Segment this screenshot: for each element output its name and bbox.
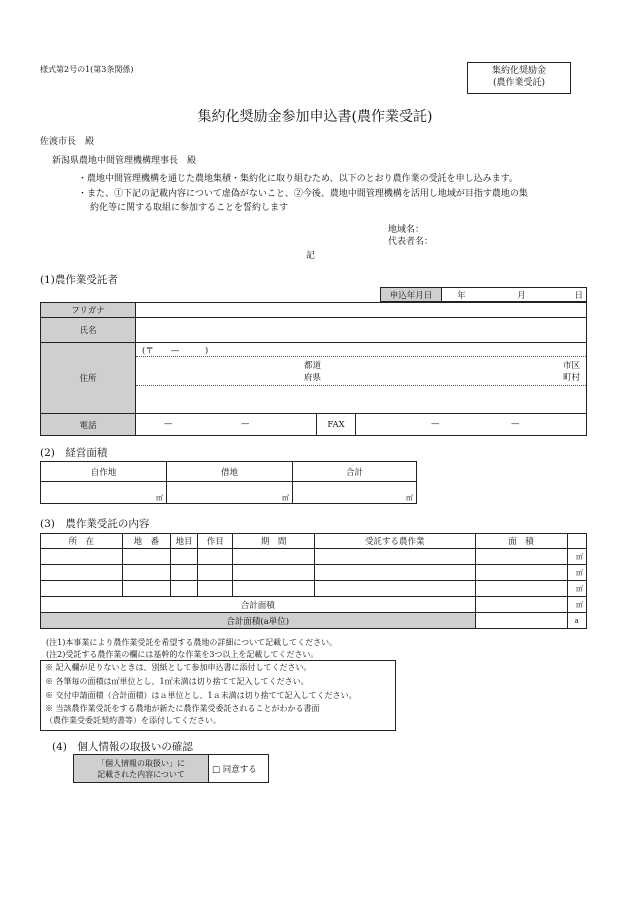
area-name-label: 地域名： bbox=[388, 225, 425, 235]
total-area-a-label: 合計面積(a単位) bbox=[41, 613, 476, 629]
area-cell[interactable] bbox=[475, 581, 567, 597]
fax-label: FAX bbox=[317, 414, 356, 436]
city-label-1: 市区 bbox=[562, 361, 580, 371]
addressee-mayor: 佐渡市長 殿 bbox=[40, 137, 95, 147]
area-cell[interactable] bbox=[475, 549, 567, 565]
fax-dash-2: — bbox=[511, 419, 520, 429]
privacy-table bbox=[73, 754, 269, 783]
phone-dash-1: — bbox=[164, 419, 173, 429]
total-area-unit: ㎡ bbox=[567, 597, 586, 613]
agree-cell[interactable] bbox=[209, 755, 269, 783]
total-area-a-unit: a bbox=[567, 613, 586, 629]
own-land-unit: ㎡ bbox=[156, 494, 163, 502]
form-number: 様式第2号の1(第3条関係) bbox=[40, 65, 134, 74]
lot-cell[interactable] bbox=[122, 565, 170, 581]
total-land-unit: ㎡ bbox=[406, 494, 413, 502]
landcat-cell[interactable] bbox=[170, 565, 198, 581]
address-field[interactable] bbox=[136, 343, 587, 414]
area-header: 面 積 bbox=[475, 534, 567, 549]
privacy-label-line1: 「個人情報の取扱い」に bbox=[97, 758, 185, 768]
fax-field[interactable] bbox=[356, 414, 587, 436]
lot-cell[interactable] bbox=[122, 549, 170, 565]
landcat-cell[interactable] bbox=[170, 549, 198, 565]
table-row bbox=[41, 549, 587, 565]
note-k2: ※ 各筆毎の面積は㎡単位とし、1㎡未満は切り捨てて記入してください。 bbox=[45, 677, 309, 686]
category-box bbox=[467, 62, 571, 94]
category-line2: (農作業受託) bbox=[492, 78, 546, 88]
applicant-table bbox=[40, 302, 587, 436]
total-land-field[interactable] bbox=[293, 482, 417, 504]
privacy-label-line2: 記載された内容について bbox=[97, 769, 185, 779]
date-day: 日 bbox=[529, 288, 587, 302]
note-k4: ※ 当該農作業受託をする農地が新たに農作業受委託されることがわかる書面 bbox=[45, 704, 320, 713]
location-cell[interactable] bbox=[41, 549, 123, 565]
lot-header: 地 番 bbox=[122, 534, 170, 549]
application-date-table bbox=[380, 287, 587, 302]
work-header: 受託する農作業 bbox=[314, 534, 475, 549]
area-cell[interactable] bbox=[475, 565, 567, 581]
total-land-header: 合計 bbox=[293, 462, 417, 482]
address-label: 住所 bbox=[41, 343, 136, 414]
total-area-field[interactable] bbox=[475, 597, 567, 613]
period-cell[interactable] bbox=[233, 581, 315, 597]
note-k3: ※ 交付申請面積（合計面積）はａ単位とし、1ａ未満は切り捨てて記入してください。 bbox=[45, 691, 357, 700]
landcat-header: 地目 bbox=[170, 534, 198, 549]
date-label: 申込年月日 bbox=[381, 288, 442, 302]
crop-header: 作目 bbox=[198, 534, 233, 549]
table-row bbox=[41, 581, 587, 597]
ki-label: 記 bbox=[306, 251, 316, 261]
lot-cell[interactable] bbox=[122, 581, 170, 597]
date-year: 年 bbox=[441, 288, 480, 302]
own-land-field[interactable] bbox=[41, 482, 167, 504]
section1-title: (1)農作業受託者 bbox=[40, 274, 118, 286]
total-area-label: 合計面積 bbox=[41, 597, 476, 613]
rented-land-header: 借地 bbox=[167, 462, 293, 482]
work-cell[interactable] bbox=[314, 565, 475, 581]
location-header: 所 在 bbox=[41, 534, 123, 549]
phone-label: 電話 bbox=[41, 414, 136, 436]
prefecture-label-1: 都道 bbox=[304, 361, 322, 371]
category-line1: 集約化奨励金 bbox=[491, 66, 546, 76]
note-1: (注1)本事業により農作業受託を希望する農地の詳細について記載してください。 bbox=[46, 638, 338, 647]
location-cell[interactable] bbox=[41, 581, 123, 597]
statement-line1: ・農地中間管理機構を通じた農地集積・集約化に取り組むため、以下のとおり農作業の受託を申し込みます。 bbox=[78, 174, 518, 184]
agree-label: 同意する bbox=[222, 764, 257, 775]
location-cell[interactable] bbox=[41, 565, 123, 581]
agree-checkbox[interactable]: □ bbox=[212, 764, 221, 775]
period-header: 期 間 bbox=[233, 534, 315, 549]
rented-land-field[interactable] bbox=[167, 482, 293, 504]
contract-content-table bbox=[40, 533, 587, 629]
representative-label: 代表者名： bbox=[388, 237, 434, 247]
addressee-org: 新潟県農地中間管理機構理事長 殿 bbox=[52, 156, 197, 166]
phone-dash-2: — bbox=[241, 419, 250, 429]
row-unit: ㎡ bbox=[567, 549, 586, 565]
privacy-label bbox=[74, 755, 209, 783]
note-2: (注2)受託する農作業の欄には基幹的な作業を3つ以上を記載してください。 bbox=[46, 650, 319, 659]
date-month: 月 bbox=[481, 288, 529, 302]
work-cell[interactable] bbox=[314, 549, 475, 565]
crop-cell[interactable] bbox=[198, 565, 233, 581]
postal-code: (〒 — ) bbox=[142, 346, 209, 356]
statement-line2: ・また、①下記の記載内容について虚偽がないこと、②今後、農地中間管理機構を活用し地域が目指す農地の集 bbox=[78, 189, 528, 199]
furigana-field[interactable] bbox=[136, 303, 587, 318]
period-cell[interactable] bbox=[233, 565, 315, 581]
phone-field[interactable] bbox=[136, 414, 317, 436]
note-k5: （農作業受委託契約書等）を添付してください。 bbox=[45, 716, 221, 725]
name-field[interactable] bbox=[136, 318, 587, 343]
unit-header bbox=[567, 534, 586, 549]
fax-dash-1: — bbox=[431, 419, 440, 429]
landcat-cell[interactable] bbox=[170, 581, 198, 597]
section4-title: (4) 個人情報の取扱いの確認 bbox=[52, 741, 193, 753]
row-unit: ㎡ bbox=[567, 581, 586, 597]
city-label-2: 町村 bbox=[562, 373, 580, 383]
crop-cell[interactable] bbox=[198, 581, 233, 597]
period-cell[interactable] bbox=[233, 549, 315, 565]
note-k1: ※ 記入欄が足りないときは、別紙として参加申込書に添付してください。 bbox=[45, 663, 312, 672]
page-title: 集約化奨励金参加申込書(農作業受託) bbox=[197, 109, 433, 125]
prefecture-label-2: 府県 bbox=[304, 373, 322, 383]
total-area-a-field[interactable] bbox=[475, 613, 567, 629]
statement-line3: 約化等に関する取組に参加することを誓約します bbox=[90, 203, 289, 213]
own-land-header: 自作地 bbox=[41, 462, 167, 482]
furigana-label: フリガナ bbox=[41, 303, 136, 318]
rented-land-unit: ㎡ bbox=[282, 494, 289, 502]
name-label: 氏名 bbox=[41, 318, 136, 343]
crop-cell[interactable] bbox=[198, 549, 233, 565]
row-unit: ㎡ bbox=[567, 565, 586, 581]
work-cell[interactable] bbox=[314, 581, 475, 597]
table-row bbox=[41, 565, 587, 581]
notes-box bbox=[40, 660, 396, 731]
section3-title: (3) 農作業受託の内容 bbox=[40, 518, 150, 530]
section2-title: (2) 経営面積 bbox=[40, 447, 108, 459]
management-area-table bbox=[40, 461, 417, 504]
